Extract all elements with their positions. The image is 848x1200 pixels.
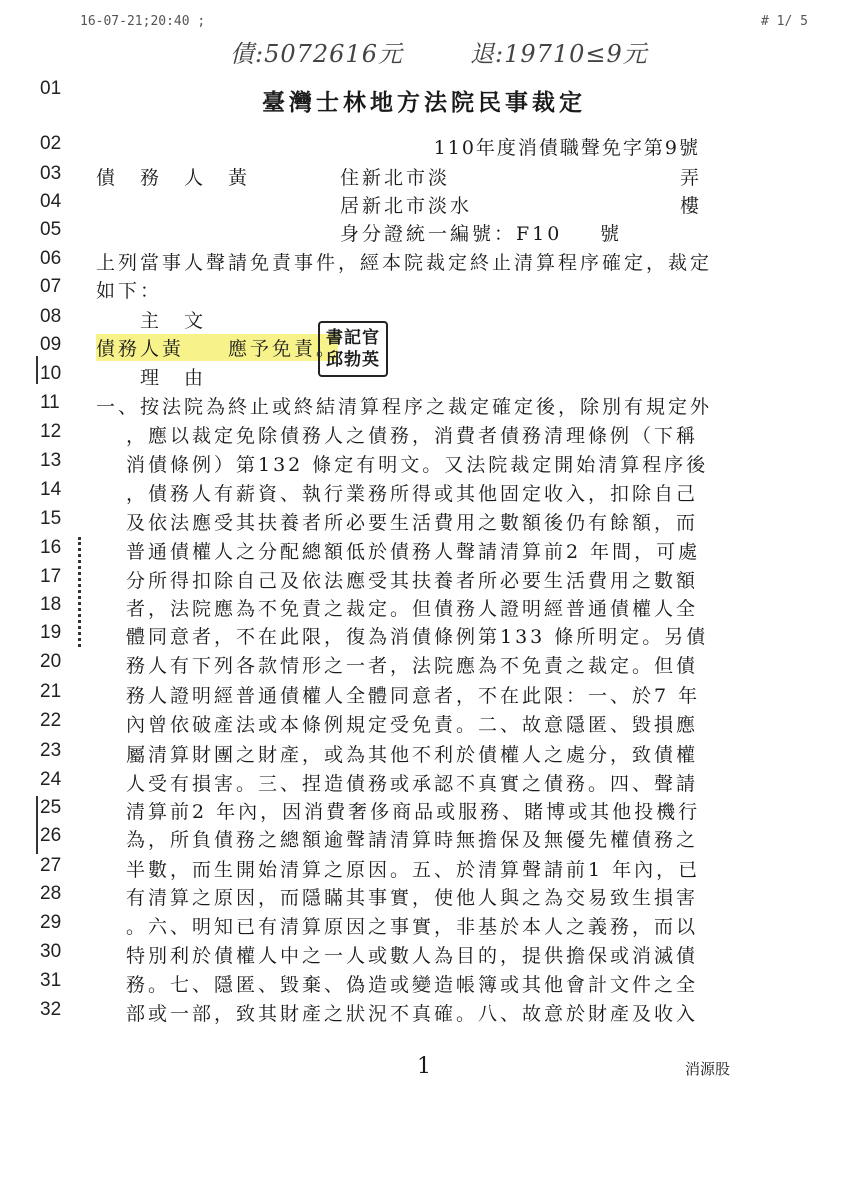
body-text-line: 半數，而生開始清算之原因。五、於清算聲請前1 年內，已 bbox=[126, 859, 701, 881]
intro-line-1: 上列當事人聲請免責事件，經本院裁定終止清算程序確定，裁定 bbox=[96, 252, 713, 274]
line-number: 13 bbox=[40, 450, 62, 471]
residence-line-1-tail: 弄 bbox=[680, 167, 700, 189]
body-text-line: ，應以裁定免除債務人之債務，消費者債務清理條例（下稱 bbox=[126, 425, 699, 447]
seal-name: 邱勃英 bbox=[326, 350, 380, 370]
body-text-line: 。六、明知已有清算原因之事實，非基於本人之義務，而以 bbox=[126, 916, 699, 938]
line-number: 05 bbox=[40, 219, 62, 240]
margin-change-bar bbox=[36, 796, 38, 854]
department-label: 消源股 bbox=[684, 1060, 730, 1078]
fax-header: 16-07-21;20:40 ; bbox=[80, 14, 206, 29]
body-text-line: 人受有損害。三、捏造債務或承認不真實之債務。四、聲請 bbox=[126, 773, 699, 795]
line-number: 20 bbox=[40, 651, 62, 672]
clerk-seal-stamp bbox=[318, 321, 388, 377]
line-number: 23 bbox=[40, 740, 62, 761]
body-text-line: 消債條例）第132 條定有明文。又法院裁定開始清算程序後 bbox=[126, 454, 709, 476]
line-number: 04 bbox=[40, 191, 62, 212]
main-ruling-text: 債務人黃 應予免責。 bbox=[96, 334, 338, 361]
body-text-line: 屬清算財團之財產，或為其他不利於債權人之處分，致債權 bbox=[126, 744, 699, 766]
line-number: 17 bbox=[40, 566, 62, 587]
margin-dotted-mark bbox=[78, 537, 85, 647]
id-number: 身分證統一編號：F10 bbox=[340, 223, 563, 245]
handwritten-refund-note: 退:19710≤9元 bbox=[470, 40, 648, 68]
line-number: 21 bbox=[40, 681, 62, 702]
line-number: 08 bbox=[40, 306, 62, 327]
body-text-line: 務人證明經普通債權人全體同意者，不在此限：一、於7 年 bbox=[126, 685, 701, 707]
residence-line-1: 住新北市淡 bbox=[340, 167, 451, 189]
handwritten-debt-note: 債:5072616元 bbox=[230, 40, 403, 68]
line-number: 26 bbox=[40, 825, 62, 846]
line-number: 27 bbox=[40, 855, 62, 876]
body-text-line: 特別利於債權人中之一人或數人為目的，提供擔保或消滅債 bbox=[126, 945, 699, 967]
id-number-tail: 號 bbox=[600, 223, 620, 245]
page-number: 1 bbox=[417, 1054, 431, 1079]
case-number: 110年度消債職聲免字第9號 bbox=[433, 137, 700, 159]
line-number: 06 bbox=[40, 248, 62, 269]
intro-line-2: 如下： bbox=[96, 280, 163, 302]
line-number: 07 bbox=[40, 276, 62, 297]
line-number: 14 bbox=[40, 479, 62, 500]
line-number: 09 bbox=[40, 334, 62, 355]
line-number: 31 bbox=[40, 970, 62, 991]
residence-line-2: 居新北市淡水 bbox=[340, 195, 473, 217]
line-number: 24 bbox=[40, 769, 62, 790]
debtor-label: 債 務 人 黃 bbox=[96, 167, 251, 189]
line-number: 01 bbox=[40, 78, 62, 99]
body-text-line: 務人有下列各款情形之一者，法院應為不免責之裁定。但債 bbox=[126, 655, 699, 677]
line-number: 03 bbox=[40, 163, 62, 184]
line-number: 29 bbox=[40, 912, 62, 933]
body-text-line: 內曾依破產法或本條例規定受免責。二、故意隱匿、毀損應 bbox=[126, 714, 699, 736]
body-text-line: 清算前2 年內，因消費奢侈商品或服務、賭博或其他投機行 bbox=[126, 801, 701, 823]
page-counter: # 1/ 5 bbox=[761, 14, 808, 29]
body-text-line: ，債務人有薪資、執行業務所得或其他固定收入，扣除自己 bbox=[126, 483, 699, 505]
line-number: 19 bbox=[40, 622, 62, 643]
line-number: 28 bbox=[40, 883, 62, 904]
body-text-line: 者，法院應為不免責之裁定。但債務人證明經普通債權人全 bbox=[126, 598, 699, 620]
body-text-line: 及依法應受其扶養者所必要生活費用之數額後仍有餘額，而 bbox=[126, 512, 699, 534]
reason-heading: 理 由 bbox=[140, 367, 207, 389]
line-number: 30 bbox=[40, 941, 62, 962]
residence-line-2-tail: 樓 bbox=[680, 195, 700, 217]
document-title: 臺灣士林地方法院民事裁定 bbox=[262, 89, 586, 116]
body-text-line: 一、按法院為終止或終結清算程序之裁定確定後，除別有規定外 bbox=[96, 396, 713, 418]
line-number: 25 bbox=[40, 797, 62, 818]
line-number: 18 bbox=[40, 594, 62, 615]
body-text-line: 為，所負債務之總額逾聲請清算時無擔保及無優先權債務之 bbox=[126, 829, 699, 851]
line-number: 10 bbox=[40, 363, 62, 384]
line-number: 02 bbox=[40, 133, 62, 154]
body-text-line: 體同意者，不在此限，復為消債條例第133 條所明定。另債 bbox=[126, 626, 709, 648]
main-heading: 主 文 bbox=[140, 310, 207, 332]
line-number: 16 bbox=[40, 537, 62, 558]
line-number: 15 bbox=[40, 508, 62, 529]
line-number: 11 bbox=[40, 392, 60, 413]
seal-title: 書記官 bbox=[326, 328, 380, 348]
body-text-line: 普通債權人之分配總額低於債務人聲請清算前2 年間，可處 bbox=[126, 541, 701, 563]
line-number: 12 bbox=[40, 421, 62, 442]
body-text-line: 有清算之原因，而隱瞞其事實，使他人與之為交易致生損害 bbox=[126, 887, 699, 909]
body-text-line: 務。七、隱匿、毀棄、偽造或變造帳簿或其他會計文件之全 bbox=[126, 974, 699, 996]
line-number: 32 bbox=[40, 999, 62, 1020]
body-text-line: 分所得扣除自己及依法應受其扶養者所必要生活費用之數額 bbox=[126, 570, 699, 592]
line-number: 22 bbox=[40, 710, 62, 731]
body-text-line: 部或一部，致其財產之狀況不真確。八、故意於財產及收入 bbox=[126, 1003, 699, 1025]
margin-change-bar bbox=[36, 356, 38, 384]
